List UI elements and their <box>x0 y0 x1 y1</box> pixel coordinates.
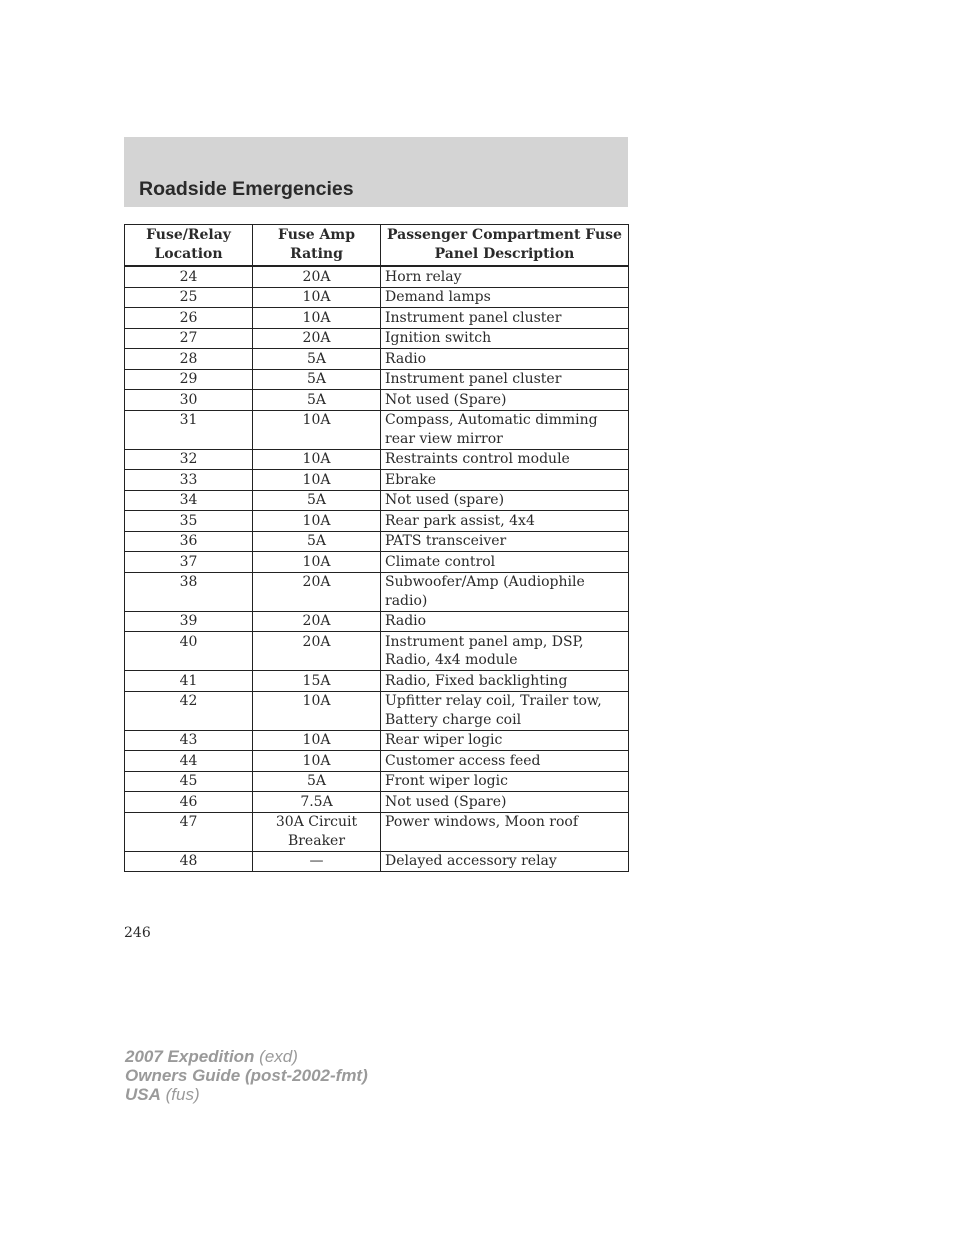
fuse-description-cell: PATS transceiver <box>381 531 629 552</box>
footer-model-code: (exd) <box>259 1047 298 1066</box>
fuse-table <box>124 224 629 872</box>
fuse-amp-cell: 5A <box>253 531 381 552</box>
fuse-description-cell: Rear wiper logic <box>381 730 629 751</box>
table-row <box>125 792 629 813</box>
fuse-description-cell: Restraints control module <box>381 449 629 470</box>
fuse-amp-cell: 20A <box>253 632 381 671</box>
table-row <box>125 511 629 532</box>
fuse-description-cell: Rear park assist, 4x4 <box>381 511 629 532</box>
fuse-location-cell: 30 <box>125 390 253 411</box>
fuse-amp-cell: 5A <box>253 490 381 511</box>
fuse-amp-cell: 10A <box>253 751 381 772</box>
fuse-description-cell: Delayed accessory relay <box>381 851 629 872</box>
table-row <box>125 531 629 552</box>
table-row <box>125 851 629 872</box>
fuse-amp-cell: 10A <box>253 308 381 329</box>
fuse-description-cell: Instrument panel cluster <box>381 308 629 329</box>
fuse-description-cell: Front wiper logic <box>381 771 629 792</box>
column-header-location-line1: Fuse/Relay <box>146 227 231 243</box>
table-row <box>125 611 629 632</box>
table-row <box>125 266 629 287</box>
fuse-amp-cell: 10A <box>253 410 381 449</box>
section-header-band <box>124 137 628 207</box>
fuse-location-cell: 35 <box>125 511 253 532</box>
fuse-table-header <box>125 225 629 267</box>
fuse-description-cell: Instrument panel amp, DSP, Radio, 4x4 module <box>381 632 629 671</box>
fuse-amp-cell: — <box>253 851 381 872</box>
fuse-amp-cell: 10A <box>253 552 381 573</box>
footer-model: 2007 Expedition <box>125 1047 255 1066</box>
fuse-description-cell: Not used (spare) <box>381 490 629 511</box>
fuse-location-cell: 27 <box>125 328 253 349</box>
fuse-description-cell: Upfitter relay coil, Trailer tow, Battery charge coil <box>381 691 629 730</box>
fuse-amp-cell: 20A <box>253 572 381 611</box>
table-row <box>125 390 629 411</box>
fuse-location-cell: 28 <box>125 349 253 370</box>
table-row <box>125 730 629 751</box>
fuse-location-cell: 40 <box>125 632 253 671</box>
column-header-description-line1: Passenger Compartment Fuse <box>387 227 622 243</box>
fuse-table-body <box>125 266 629 872</box>
fuse-description-cell: Radio <box>381 611 629 632</box>
fuse-location-cell: 43 <box>125 730 253 751</box>
fuse-amp-cell: 10A <box>253 287 381 308</box>
fuse-location-cell: 31 <box>125 410 253 449</box>
fuse-description-cell: Ignition switch <box>381 328 629 349</box>
footer-market: USA <box>125 1085 161 1104</box>
fuse-location-cell: 47 <box>125 812 253 851</box>
fuse-location-cell: 34 <box>125 490 253 511</box>
fuse-location-cell: 39 <box>125 611 253 632</box>
footer-line-2 <box>125 1066 368 1085</box>
fuse-amp-cell: 10A <box>253 730 381 751</box>
header-row <box>125 225 629 267</box>
column-header-description-line2: Panel Description <box>434 246 575 262</box>
fuse-amp-cell: 20A <box>253 328 381 349</box>
fuse-description-cell: Compass, Automatic dimming rear view mirror <box>381 410 629 449</box>
page-number: 246 <box>124 925 151 941</box>
fuse-amp-cell: 15A <box>253 671 381 692</box>
table-row <box>125 490 629 511</box>
fuse-description-cell: Radio <box>381 349 629 370</box>
fuse-amp-cell: 10A <box>253 511 381 532</box>
table-row <box>125 369 629 390</box>
table-row <box>125 328 629 349</box>
column-header-location <box>125 225 253 267</box>
fuse-amp-cell: 10A <box>253 470 381 491</box>
fuse-amp-cell: 20A <box>253 611 381 632</box>
fuse-amp-cell: 10A <box>253 449 381 470</box>
footer-line-1 <box>125 1047 368 1066</box>
table-row <box>125 632 629 671</box>
fuse-location-cell: 42 <box>125 691 253 730</box>
fuse-location-cell: 33 <box>125 470 253 491</box>
footer-guide: Owners Guide (post-2002-fmt) <box>125 1066 368 1085</box>
document-footer <box>125 1047 368 1104</box>
fuse-description-cell: Power windows, Moon roof <box>381 812 629 851</box>
fuse-description-cell: Subwoofer/Amp (Audiophile radio) <box>381 572 629 611</box>
table-row <box>125 812 629 851</box>
table-row <box>125 751 629 772</box>
fuse-amp-cell: 7.5A <box>253 792 381 813</box>
table-row <box>125 771 629 792</box>
fuse-amp-cell: 10A <box>253 691 381 730</box>
fuse-location-cell: 48 <box>125 851 253 872</box>
table-row <box>125 691 629 730</box>
footer-market-code: (fus) <box>165 1085 200 1104</box>
fuse-location-cell: 41 <box>125 671 253 692</box>
table-row <box>125 410 629 449</box>
fuse-location-cell: 37 <box>125 552 253 573</box>
fuse-location-cell: 46 <box>125 792 253 813</box>
fuse-amp-cell: 5A <box>253 349 381 370</box>
table-row <box>125 449 629 470</box>
fuse-amp-cell: 5A <box>253 369 381 390</box>
table-row <box>125 552 629 573</box>
fuse-description-cell: Not used (Spare) <box>381 792 629 813</box>
fuse-description-cell: Radio, Fixed backlighting <box>381 671 629 692</box>
section-title: Roadside Emergencies <box>139 178 354 200</box>
column-header-amp-line1: Fuse Amp <box>278 227 355 243</box>
table-row <box>125 308 629 329</box>
fuse-location-cell: 26 <box>125 308 253 329</box>
fuse-amp-cell: 5A <box>253 390 381 411</box>
fuse-amp-cell: 20A <box>253 266 381 287</box>
column-header-location-line2: Location <box>154 246 223 262</box>
fuse-description-cell: Demand lamps <box>381 287 629 308</box>
fuse-description-cell: Instrument panel cluster <box>381 369 629 390</box>
fuse-location-cell: 29 <box>125 369 253 390</box>
fuse-location-cell: 25 <box>125 287 253 308</box>
fuse-location-cell: 44 <box>125 751 253 772</box>
fuse-description-cell: Customer access feed <box>381 751 629 772</box>
fuse-description-cell: Ebrake <box>381 470 629 491</box>
fuse-location-cell: 32 <box>125 449 253 470</box>
table-row <box>125 287 629 308</box>
fuse-location-cell: 24 <box>125 266 253 287</box>
fuse-amp-cell: 5A <box>253 771 381 792</box>
table-row <box>125 572 629 611</box>
fuse-description-cell: Climate control <box>381 552 629 573</box>
table-row <box>125 470 629 491</box>
column-header-amp-rating <box>253 225 381 267</box>
footer-line-3 <box>125 1085 368 1104</box>
column-header-amp-line2: Rating <box>290 246 343 262</box>
fuse-description-cell: Not used (Spare) <box>381 390 629 411</box>
fuse-location-cell: 36 <box>125 531 253 552</box>
fuse-location-cell: 38 <box>125 572 253 611</box>
table-row <box>125 671 629 692</box>
fuse-description-cell: Horn relay <box>381 266 629 287</box>
column-header-description <box>381 225 629 267</box>
table-row <box>125 349 629 370</box>
fuse-location-cell: 45 <box>125 771 253 792</box>
fuse-amp-cell: 30A Circuit Breaker <box>253 812 381 851</box>
